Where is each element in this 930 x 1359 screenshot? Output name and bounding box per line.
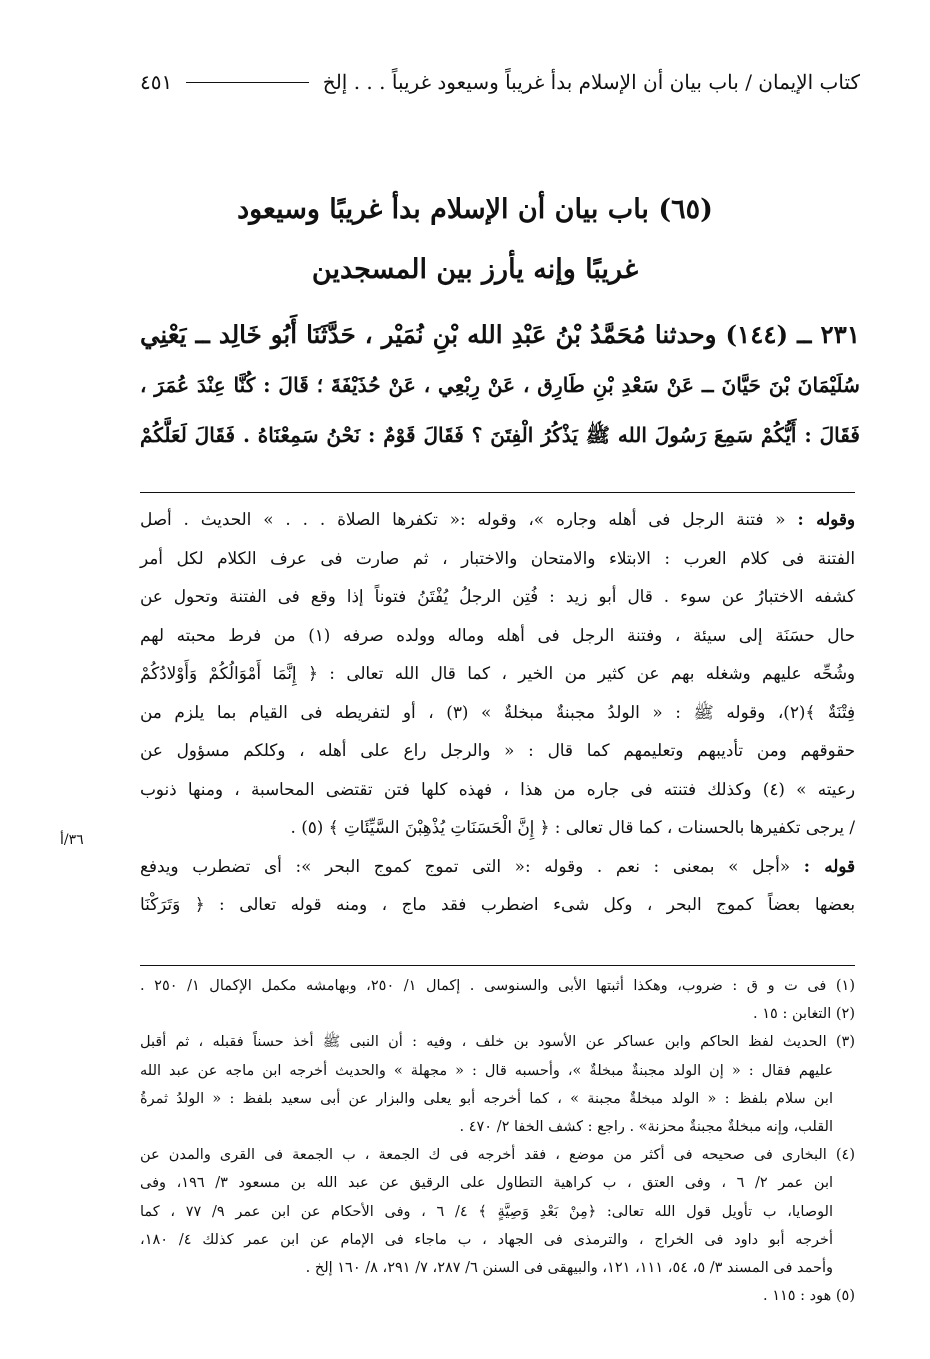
footnote-line: الوصايا، ب تأويل قول الله تعالى: ﴿مِنْ بَعْدِ وَصِيَّةٍ ﴾ ٤/ ٦ ، وفى الأحكام عن ابن عمر ٩/ ٧٧ ، كما: [140, 1203, 834, 1220]
commentary-line: الفتنة فى كلام العرب : الابتلاء والامتحان والاختبار ، ثم صارت فى عرف الكلام لكل أمر: [140, 547, 855, 568]
footnote-line: وأحمد فى المسند ٣/ ٥، ٥٤، ١١١، ١٢١، والبيهقى فى السنن ٦/ ٢٨٧، ٧/ ٢٩١، ٨/ ١٦٠ إلخ .: [305, 1260, 833, 1277]
chapter-title-line-1: (٦٥) باب بيان أن الإسلام بدأ غريبًا وسيعود: [237, 194, 713, 225]
hadith-line: ٢٣١ ــ (١٤٤) وحدثنا مُحَمَّدُ بْنُ عَبْدِ الله بْنِ نُمَيْر ، حَدَّثَنَا أَبُو خَالِد ــ يَعْنِي: [140, 320, 860, 349]
hadith-line: سُلَيْمَانَ بْنَ حَيَّانَ ــ عَنْ سَعْدِ بْنِ طَارِق ، عَنْ رِبْعِي ، عَنْ حُذَيْفَةَ ؛ قَالَ : كُنَّا عِنْدَ عُمَرَ ،: [140, 373, 860, 397]
footnote-line: عليهم فقال : « إن الولد مجبنةٌ مبخلةٌ »، وأحسبه قال : « مجهلة » والحديث أخرجه ابن ماجه عن عبد الله: [140, 1062, 833, 1079]
running-head-rule: [186, 82, 309, 83]
running-head-title: كتاب الإيمان / باب بيان أن الإسلام بدأ غريباً وسيعود غريباً . . . إلخ: [322, 70, 860, 94]
commentary-line: بعضها بعضاً كموج البحر ، وكل شىء اضطرب فقد ماج ، ومنه قوله تعالى : ﴿ وَتَرَكْنَا: [140, 894, 855, 914]
footnote-line: (٥) هود : ١١٥ .: [762, 1288, 855, 1305]
chapter-title: [100, 180, 850, 300]
hadith-line: فَقَالَ : أَيُّكُمْ سَمِعَ رَسُولَ الله ﷺ يَذْكُرُ الْفِتَنَ ؟ فَقَالَ قَوْمٌ : نَحْنُ سَمِعْنَاهُ . فَقَالَ لَعَلَّكُمْ: [140, 423, 860, 447]
manuscript-folio-note: ٣٦/أ: [60, 832, 84, 848]
footnote-line: أخرجه أبو داود فى الخراج ، والترمذى فى الجهاد ، ب ماجاء فى الإمام عن ابن عمر كذلك ٤/ ١٨٠،: [140, 1231, 833, 1248]
footnote-line: ابن سلام بلفظ : « الولد مبخلةٌ مجبنة » ، كما أخرجه أبو يعلى والبزار عن أبى سعيد بلفظ : « الولدُ ثمرةُ: [140, 1090, 833, 1107]
hadith-text: [140, 310, 860, 460]
footnote-line: ابن عمر ٢/ ٦ ، وفى العتق ، ب كراهية التطاول على الرقيق عن عبد الله بن مسعود ٣/ ١٩٦، وفى: [140, 1175, 834, 1192]
page-number: ٤٥١: [140, 70, 173, 94]
chapter-title-line-2: غريبًا وإنه يأرز بين المسجدين: [311, 254, 639, 285]
commentary-line: فِتْنَةٌ ﴾(٢)، وقوله ﷺ : « الولدُ مجبنةٌ مبخلةٌ » (٣) ، أو لتفريطه فى القيام بما يلزم من: [140, 701, 855, 722]
footnote-line: (٢) التغابن : ١٥ .: [753, 1006, 855, 1023]
commentary-line: / يرجى تكفيرها بالحسنات ، كما قال تعالى : ﴿ إِنَّ الْحَسَنَاتِ يُذْهِبْنَ السَّيِّئَاتِ ﴾ (٥) .: [290, 817, 855, 837]
footnotes: [140, 972, 855, 1310]
footnote-line: (١) فى ت و ق : ضروب، وهكذا أثبتها الأبى والسنوسى . إكمال ١/ ٢٥٠، وبهامشه مكمل الإكمال ١/ ٢٥٠ .: [140, 978, 855, 994]
commentary-line: [140, 500, 855, 539]
commentary-line: كشفه الاختبارُ عن سوء . قال أبو زيد : فُتِن الرجلُ يُفْتَنُ فتوناً إذا وقع فى الفتنة وتحول عن: [140, 586, 855, 606]
commentary-line: رعيته » (٤) وكذلك فتنته فى جاره من هذا ، فهذه كلها فتن تقتضى المحاسبة ، ومنها ذنوب: [140, 778, 855, 799]
footnote-line: القلب، وإنه مبخلةٌ مجبنةٌ محزنة» . راجع : كشف الخفا ٢/ ٤٧٠ .: [459, 1119, 833, 1136]
footnote-line: (٣) الحديث لفظ الحاكم وابن عساكر عن الأسود بن خلف ، وفيه : أن النبى ﷺ أخذ حسناً فقبله ، ثم أقبل: [140, 1034, 855, 1051]
commentary-line: حال حسَنَة إلى سيئة ، وفتنة الرجل فى أهله وماله وولده صرفه (١) من فرط محبته لهم: [140, 624, 855, 645]
commentary-line: وشُحِّه عليهم وشغله بهم عن كثير من الخير ، كما قال الله تعالى : ﴿ إِنَّمَا أَمْوَالُكُمْ وَأَوْلادُكُمْ: [140, 663, 855, 683]
commentary-line-text: «أجل » بمعنى : نعم . وقوله :« التى تموج كموج البحر »: أى تضطرب ويدفع: [140, 855, 791, 876]
commentary-line-text: « فتنة الرجل فى أهله وجاره »، وقوله :« تكفرها الصلاة . . . » الحديث . أصل: [140, 509, 786, 529]
footnote-divider: [140, 965, 855, 966]
commentary-lead: قوله :: [803, 855, 855, 876]
commentary: [140, 500, 855, 924]
running-head: [140, 62, 860, 102]
commentary-lead: وقوله :: [797, 509, 855, 529]
text-divider: [140, 492, 855, 493]
footnote-line: (٤) البخارى فى صحيحه فى أكثر من موضع ، فقد أخرجه فى ك الجمعة ، ب الجمعة فى القرى والمدن عن: [140, 1147, 855, 1164]
commentary-line: [140, 847, 855, 886]
commentary-line: حقوقهم ومن تأديبهم وتعليمهم كما قال : « والرجل راع على أهله ، وكلكم مسؤول عن: [140, 740, 855, 760]
